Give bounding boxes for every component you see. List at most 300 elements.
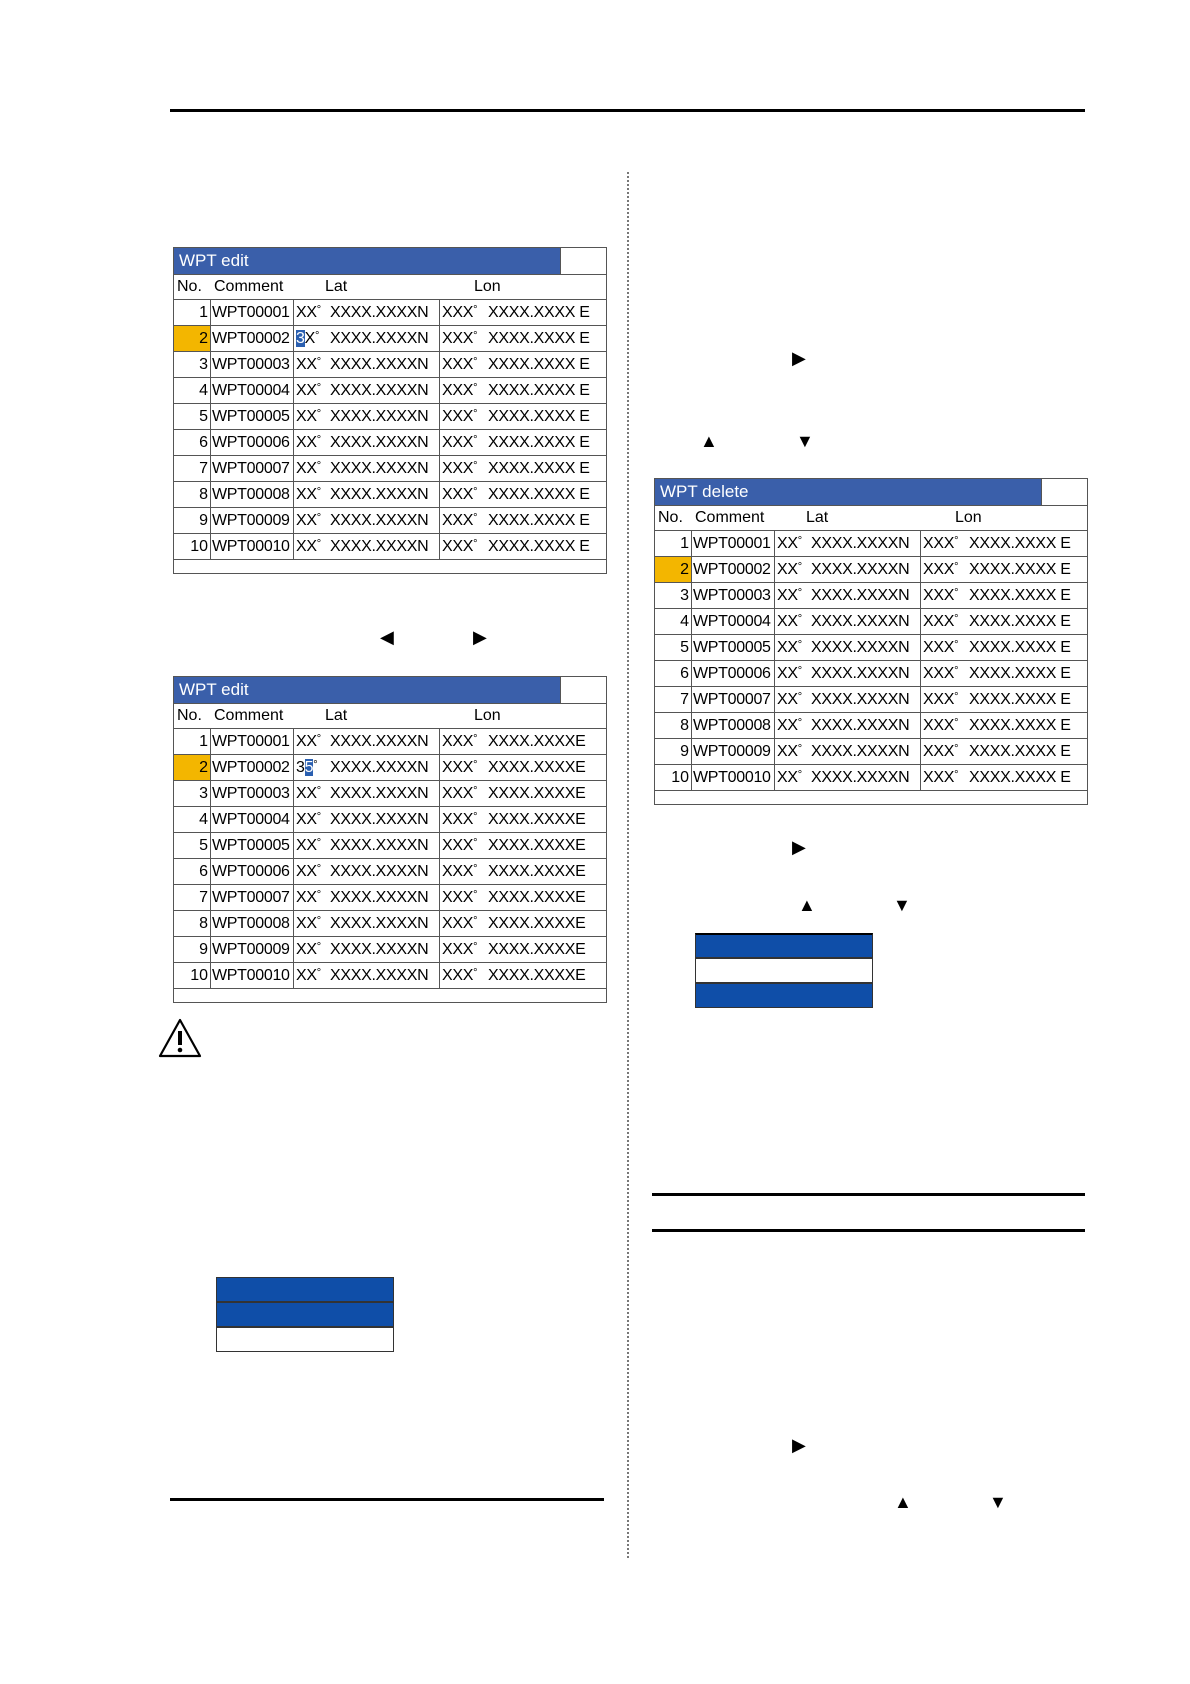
table-row[interactable] bbox=[174, 911, 606, 937]
degree-sign: ° bbox=[473, 759, 478, 771]
table-row[interactable] bbox=[174, 534, 606, 560]
degree-sign: ° bbox=[316, 811, 321, 823]
table-header bbox=[174, 274, 606, 300]
row-lat bbox=[775, 583, 921, 608]
right-arrow-icon: ▶ bbox=[792, 837, 806, 857]
lon-min: XXXX.XXXXE bbox=[488, 915, 586, 932]
degree-sign: ° bbox=[473, 785, 478, 797]
lat-min: XXXX.XXXXN bbox=[330, 941, 429, 958]
table-row[interactable] bbox=[174, 508, 606, 534]
lat-deg: XX bbox=[296, 811, 317, 828]
header-lon: Lon bbox=[474, 278, 501, 295]
row-comment: WPT00010 bbox=[692, 765, 775, 790]
lat-deg: XX bbox=[296, 356, 317, 373]
lat-deg: XX bbox=[777, 743, 798, 760]
row-comment: WPT00005 bbox=[211, 404, 294, 429]
degree-sign: ° bbox=[473, 889, 478, 901]
degree-sign: ° bbox=[954, 691, 959, 703]
lat-min: XXXX.XXXXN bbox=[811, 717, 910, 734]
degree-sign: ° bbox=[316, 941, 321, 953]
wpt-delete-table bbox=[654, 478, 1088, 805]
lon-deg: XXX bbox=[923, 535, 955, 552]
degree-sign: ° bbox=[316, 434, 321, 446]
degree-sign: ° bbox=[473, 356, 478, 368]
lon-deg: XXX bbox=[923, 587, 955, 604]
lon-deg: XXX bbox=[442, 538, 474, 555]
degree-sign: ° bbox=[316, 382, 321, 394]
row-comment: WPT00008 bbox=[692, 713, 775, 738]
row-number: 8 bbox=[655, 713, 692, 738]
lat-deg: XX bbox=[296, 863, 317, 880]
lon-deg: XXX bbox=[442, 434, 474, 451]
row-comment: WPT00003 bbox=[211, 352, 294, 377]
lon-min: XXXX.XXXXE bbox=[488, 759, 586, 776]
row-number: 10 bbox=[655, 765, 692, 790]
right-section-rule-2 bbox=[652, 1229, 1085, 1232]
title-box bbox=[560, 248, 606, 274]
row-number: 10 bbox=[174, 963, 211, 988]
lon-deg: XXX bbox=[923, 717, 955, 734]
degree-sign: ° bbox=[473, 434, 478, 446]
lat-min: XXXX.XXXXN bbox=[330, 356, 429, 373]
lon-min: XXXX.XXXX E bbox=[488, 486, 590, 503]
row-lat bbox=[294, 534, 440, 559]
row-comment: WPT00006 bbox=[692, 661, 775, 686]
lon-deg: XXX bbox=[442, 733, 474, 750]
row-number: 6 bbox=[655, 661, 692, 686]
lon-min: XXXX.XXXXE bbox=[488, 889, 586, 906]
row-lat bbox=[294, 963, 440, 988]
row-number: 10 bbox=[174, 534, 211, 559]
lat-deg: XX bbox=[296, 408, 317, 425]
right-arrow-icon: ▶ bbox=[792, 348, 806, 368]
row-lon bbox=[440, 937, 606, 962]
degree-sign: ° bbox=[316, 863, 321, 875]
row-lon bbox=[921, 609, 1087, 634]
lat-deg: XX bbox=[777, 535, 798, 552]
header-lat: Lat bbox=[806, 509, 829, 526]
wpt-edit-table-2 bbox=[173, 676, 607, 1003]
row-comment: WPT00008 bbox=[211, 482, 294, 507]
title-bar bbox=[655, 479, 1087, 505]
row-lon bbox=[440, 300, 606, 325]
lat-deg: XX bbox=[296, 733, 317, 750]
row-number: 6 bbox=[174, 430, 211, 455]
row-lon bbox=[440, 833, 606, 858]
row-lon bbox=[440, 911, 606, 936]
menu-option-1[interactable] bbox=[695, 933, 873, 958]
lon-min: XXXX.XXXX E bbox=[969, 691, 1071, 708]
menu-option-2[interactable] bbox=[695, 958, 873, 983]
column-divider bbox=[627, 172, 629, 1558]
lat-min: XXXX.XXXXN bbox=[330, 889, 429, 906]
lon-deg: XXX bbox=[923, 769, 955, 786]
table-title: WPT edit bbox=[174, 248, 560, 274]
right-arrow-icon: ▶ bbox=[792, 1435, 806, 1455]
row-lon bbox=[440, 352, 606, 377]
row-number: 8 bbox=[174, 911, 211, 936]
header-lon: Lon bbox=[955, 509, 982, 526]
table-row[interactable] bbox=[174, 300, 606, 326]
table-row[interactable] bbox=[174, 963, 606, 989]
table-title: WPT edit bbox=[174, 677, 560, 703]
down-arrow-icon: ▼ bbox=[893, 895, 911, 915]
row-lat bbox=[294, 911, 440, 936]
row-comment: WPT00004 bbox=[692, 609, 775, 634]
lon-min: XXXX.XXXXE bbox=[488, 733, 586, 750]
header-no: No. bbox=[177, 707, 202, 724]
table-row[interactable] bbox=[174, 807, 606, 833]
row-lon bbox=[440, 807, 606, 832]
lat-deg: XX bbox=[777, 613, 798, 630]
row-lat bbox=[294, 352, 440, 377]
row-lon bbox=[921, 739, 1087, 764]
row-comment: WPT00001 bbox=[211, 300, 294, 325]
row-lat bbox=[294, 755, 440, 780]
menu-option-3[interactable] bbox=[216, 1327, 394, 1352]
degree-sign: ° bbox=[473, 538, 478, 550]
lat-min: XXXX.XXXXN bbox=[811, 613, 910, 630]
lat-deg: XX bbox=[296, 837, 317, 854]
degree-sign: ° bbox=[797, 769, 802, 781]
row-lat bbox=[294, 859, 440, 884]
table-row[interactable] bbox=[174, 937, 606, 963]
lat-deg: XX bbox=[296, 538, 317, 555]
row-number: 4 bbox=[655, 609, 692, 634]
row-lon bbox=[440, 404, 606, 429]
row-number: 6 bbox=[174, 859, 211, 884]
lat-deg: XX bbox=[777, 665, 798, 682]
lat-min: XXXX.XXXXN bbox=[330, 785, 429, 802]
lon-min: XXXX.XXXXE bbox=[488, 837, 586, 854]
table-row[interactable] bbox=[655, 765, 1087, 791]
table-row[interactable] bbox=[174, 781, 606, 807]
lat-min: XXXX.XXXXN bbox=[811, 743, 910, 760]
lat-deg: XX bbox=[296, 512, 317, 529]
row-number: 9 bbox=[655, 739, 692, 764]
table-row[interactable] bbox=[174, 430, 606, 456]
row-lon bbox=[440, 534, 606, 559]
up-arrow-icon: ▲ bbox=[798, 895, 816, 915]
lon-min: XXXX.XXXXE bbox=[488, 967, 586, 984]
row-comment: WPT00002 bbox=[211, 755, 294, 780]
degree-sign: ° bbox=[473, 486, 478, 498]
lat-deg: XX bbox=[777, 691, 798, 708]
lat-deg: XX bbox=[777, 717, 798, 734]
warning-triangle-icon bbox=[158, 1018, 202, 1063]
table-row[interactable] bbox=[655, 609, 1087, 635]
row-comment: WPT00006 bbox=[211, 430, 294, 455]
lon-min: XXXX.XXXX E bbox=[488, 434, 590, 451]
row-lat bbox=[775, 661, 921, 686]
row-comment: WPT00008 bbox=[211, 911, 294, 936]
row-comment: WPT00005 bbox=[211, 833, 294, 858]
row-comment: WPT00002 bbox=[692, 557, 775, 582]
lat-deg: X bbox=[304, 330, 315, 347]
degree-sign: ° bbox=[316, 889, 321, 901]
row-number: 2 bbox=[174, 326, 211, 351]
lon-deg: XXX bbox=[923, 561, 955, 578]
lat-min: XXXX.XXXXN bbox=[811, 769, 910, 786]
table-row[interactable] bbox=[655, 661, 1087, 687]
row-comment: WPT00005 bbox=[692, 635, 775, 660]
lon-min: XXXX.XXXXE bbox=[488, 941, 586, 958]
row-number: 9 bbox=[174, 508, 211, 533]
degree-sign: ° bbox=[954, 639, 959, 651]
row-lat bbox=[294, 729, 440, 754]
lat-deg: XX bbox=[296, 304, 317, 321]
degree-sign: ° bbox=[797, 613, 802, 625]
degree-sign: ° bbox=[473, 460, 478, 472]
row-lon bbox=[921, 713, 1087, 738]
table-row[interactable] bbox=[174, 755, 606, 781]
row-number: 5 bbox=[174, 404, 211, 429]
lon-deg: XXX bbox=[442, 304, 474, 321]
lat-min: XXXX.XXXXN bbox=[330, 486, 429, 503]
degree-sign: ° bbox=[954, 587, 959, 599]
row-number: 3 bbox=[655, 583, 692, 608]
degree-sign: ° bbox=[797, 587, 802, 599]
lat-deg: XX bbox=[296, 941, 317, 958]
table-row[interactable] bbox=[174, 326, 606, 352]
row-number: 3 bbox=[174, 781, 211, 806]
left-arrow-icon: ◀ bbox=[380, 627, 394, 647]
table-row[interactable] bbox=[174, 482, 606, 508]
degree-sign: ° bbox=[954, 769, 959, 781]
row-lon bbox=[921, 635, 1087, 660]
row-lat bbox=[294, 430, 440, 455]
row-comment: WPT00004 bbox=[211, 378, 294, 403]
row-lon bbox=[440, 781, 606, 806]
table-row[interactable] bbox=[174, 833, 606, 859]
row-lon bbox=[921, 557, 1087, 582]
degree-sign: ° bbox=[316, 733, 321, 745]
table-footer bbox=[174, 560, 606, 573]
lon-min: XXXX.XXXX E bbox=[488, 330, 590, 347]
lat-deg-digit: 3 bbox=[296, 759, 305, 776]
right-arrow-icon: ▶ bbox=[473, 627, 487, 647]
lon-deg: XXX bbox=[442, 889, 474, 906]
lon-min: XXXX.XXXX E bbox=[488, 512, 590, 529]
degree-sign: ° bbox=[316, 304, 321, 316]
row-comment: WPT00007 bbox=[692, 687, 775, 712]
degree-sign: ° bbox=[316, 356, 321, 368]
row-lat bbox=[294, 807, 440, 832]
lon-min: XXXX.XXXXE bbox=[488, 811, 586, 828]
lat-min: XXXX.XXXXN bbox=[811, 535, 910, 552]
header-lon: Lon bbox=[474, 707, 501, 724]
row-lon bbox=[440, 378, 606, 403]
lat-deg: XX bbox=[296, 889, 317, 906]
down-arrow-icon: ▼ bbox=[989, 1492, 1007, 1512]
lat-min: XXXX.XXXXN bbox=[811, 561, 910, 578]
row-lon bbox=[440, 430, 606, 455]
degree-sign: ° bbox=[316, 408, 321, 420]
lat-deg: XX bbox=[296, 486, 317, 503]
table-row[interactable] bbox=[655, 635, 1087, 661]
lon-min: XXXX.XXXX E bbox=[969, 743, 1071, 760]
lat-min: XXXX.XXXXN bbox=[330, 408, 429, 425]
lon-min: XXXX.XXXX E bbox=[488, 304, 590, 321]
lat-deg: XX bbox=[296, 915, 317, 932]
table-row[interactable] bbox=[174, 378, 606, 404]
row-number: 3 bbox=[174, 352, 211, 377]
row-lat bbox=[294, 482, 440, 507]
row-number: 5 bbox=[174, 833, 211, 858]
row-number: 2 bbox=[655, 557, 692, 582]
table-row[interactable] bbox=[174, 729, 606, 755]
lat-min: XXXX.XXXXN bbox=[330, 915, 429, 932]
degree-sign: ° bbox=[473, 967, 478, 979]
row-number: 1 bbox=[655, 531, 692, 556]
degree-sign: ° bbox=[473, 941, 478, 953]
row-lat bbox=[294, 508, 440, 533]
table-row[interactable] bbox=[655, 583, 1087, 609]
row-lat bbox=[294, 885, 440, 910]
row-number: 2 bbox=[174, 755, 211, 780]
row-lon bbox=[440, 508, 606, 533]
row-lat bbox=[775, 635, 921, 660]
degree-sign: ° bbox=[954, 743, 959, 755]
header-no: No. bbox=[177, 278, 202, 295]
lon-deg: XXX bbox=[442, 486, 474, 503]
row-number: 7 bbox=[655, 687, 692, 712]
header-comment: Comment bbox=[695, 509, 765, 526]
row-comment: WPT00009 bbox=[692, 739, 775, 764]
lon-deg: XXX bbox=[442, 915, 474, 932]
degree-sign: ° bbox=[316, 915, 321, 927]
lon-min: XXXX.XXXX E bbox=[488, 538, 590, 555]
degree-sign: ° bbox=[313, 759, 318, 771]
degree-sign: ° bbox=[473, 408, 478, 420]
right-menu bbox=[695, 933, 873, 1008]
degree-sign: ° bbox=[797, 535, 802, 547]
row-lon bbox=[440, 963, 606, 988]
lon-deg: XXX bbox=[442, 330, 474, 347]
row-lat bbox=[775, 765, 921, 790]
top-rule bbox=[170, 109, 1085, 112]
lon-min: XXXX.XXXXE bbox=[488, 863, 586, 880]
row-number: 1 bbox=[174, 729, 211, 754]
row-comment: WPT00001 bbox=[692, 531, 775, 556]
up-arrow-icon: ▲ bbox=[700, 431, 718, 451]
row-comment: WPT00001 bbox=[211, 729, 294, 754]
row-comment: WPT00010 bbox=[211, 534, 294, 559]
header-comment: Comment bbox=[214, 278, 284, 295]
degree-sign: ° bbox=[954, 535, 959, 547]
row-lon bbox=[440, 755, 606, 780]
edit-cursor[interactable]: 5 bbox=[304, 759, 314, 776]
degree-sign: ° bbox=[473, 733, 478, 745]
degree-sign: ° bbox=[316, 837, 321, 849]
menu-option-2[interactable] bbox=[216, 1302, 394, 1327]
degree-sign: ° bbox=[473, 863, 478, 875]
degree-sign: ° bbox=[797, 665, 802, 677]
title-box bbox=[1041, 479, 1087, 505]
row-lat bbox=[294, 326, 440, 351]
row-lat bbox=[775, 557, 921, 582]
row-number: 4 bbox=[174, 807, 211, 832]
row-lon bbox=[440, 456, 606, 481]
lat-min: XXXX.XXXXN bbox=[811, 691, 910, 708]
lon-deg: XXX bbox=[442, 837, 474, 854]
title-bar bbox=[174, 677, 606, 703]
menu-option-3[interactable] bbox=[695, 983, 873, 1008]
degree-sign: ° bbox=[473, 837, 478, 849]
lon-min: XXXX.XXXXE bbox=[488, 785, 586, 802]
lon-deg: XXX bbox=[923, 691, 955, 708]
lat-min: XXXX.XXXXN bbox=[330, 759, 429, 776]
table-row[interactable] bbox=[655, 713, 1087, 739]
lon-min: XXXX.XXXX E bbox=[969, 717, 1071, 734]
lon-deg: XXX bbox=[442, 759, 474, 776]
lat-min: XXXX.XXXXN bbox=[330, 837, 429, 854]
row-lon bbox=[921, 765, 1087, 790]
row-lon bbox=[921, 687, 1087, 712]
degree-sign: ° bbox=[797, 717, 802, 729]
lat-deg: XX bbox=[777, 561, 798, 578]
lat-min: XXXX.XXXXN bbox=[330, 538, 429, 555]
row-number: 4 bbox=[174, 378, 211, 403]
row-lat bbox=[294, 781, 440, 806]
lat-min: XXXX.XXXXN bbox=[330, 330, 429, 347]
row-number: 8 bbox=[174, 482, 211, 507]
lat-deg: XX bbox=[296, 434, 317, 451]
lat-deg: XX bbox=[296, 382, 317, 399]
table-footer bbox=[174, 989, 606, 1002]
table-row[interactable] bbox=[655, 557, 1087, 583]
degree-sign: ° bbox=[314, 330, 320, 342]
lat-min: XXXX.XXXXN bbox=[811, 665, 910, 682]
table-footer bbox=[655, 791, 1087, 804]
table-row[interactable] bbox=[174, 456, 606, 482]
lon-min: XXXX.XXXX E bbox=[969, 535, 1071, 552]
lat-deg: XX bbox=[296, 785, 317, 802]
row-lat bbox=[294, 300, 440, 325]
row-number: 9 bbox=[174, 937, 211, 962]
degree-sign: ° bbox=[797, 561, 802, 573]
degree-sign: ° bbox=[797, 691, 802, 703]
lon-deg: XXX bbox=[923, 665, 955, 682]
title-box bbox=[560, 677, 606, 703]
lon-min: XXXX.XXXX E bbox=[969, 665, 1071, 682]
table-row[interactable] bbox=[174, 859, 606, 885]
row-lon bbox=[921, 531, 1087, 556]
table-row[interactable] bbox=[655, 687, 1087, 713]
lat-deg: XX bbox=[777, 639, 798, 656]
lat-deg: XX bbox=[777, 769, 798, 786]
table-row[interactable] bbox=[174, 404, 606, 430]
table-row[interactable] bbox=[655, 739, 1087, 765]
table-row[interactable] bbox=[174, 885, 606, 911]
row-lon bbox=[440, 885, 606, 910]
table-row[interactable] bbox=[174, 352, 606, 378]
lon-min: XXXX.XXXX E bbox=[969, 613, 1071, 630]
right-section-rule-1 bbox=[652, 1193, 1085, 1196]
row-lon bbox=[440, 326, 606, 351]
lon-min: XXXX.XXXX E bbox=[969, 561, 1071, 578]
row-comment: WPT00003 bbox=[692, 583, 775, 608]
edit-cursor[interactable]: 3 bbox=[296, 330, 305, 347]
row-lat bbox=[775, 531, 921, 556]
lat-deg: XX bbox=[296, 967, 317, 984]
menu-option-1[interactable] bbox=[216, 1277, 394, 1302]
lon-deg: XXX bbox=[923, 743, 955, 760]
row-lat bbox=[775, 713, 921, 738]
row-lat bbox=[775, 687, 921, 712]
lon-min: XXXX.XXXX E bbox=[488, 408, 590, 425]
table-row[interactable] bbox=[655, 531, 1087, 557]
